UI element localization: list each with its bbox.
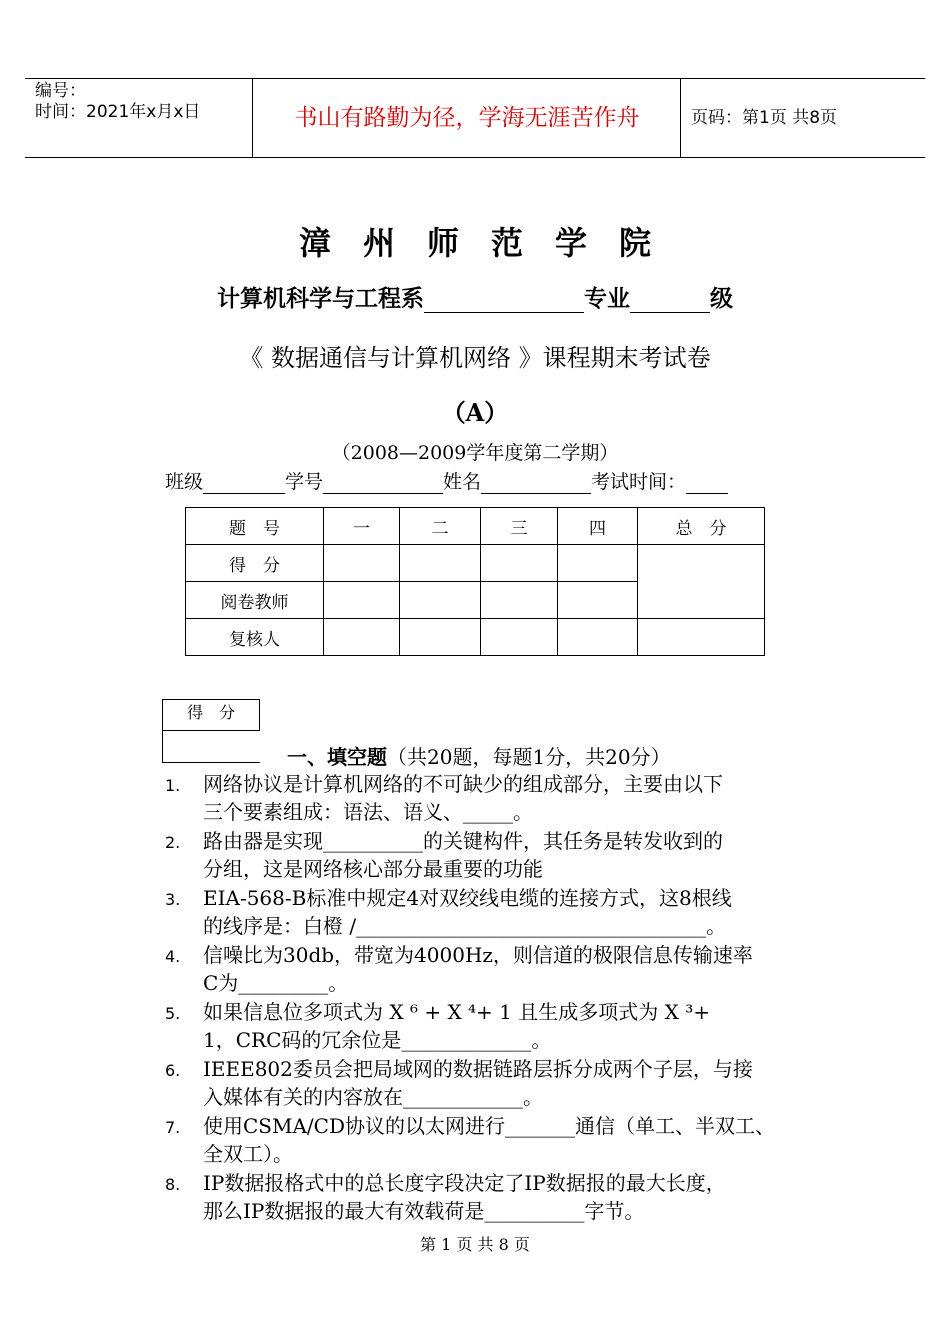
table-cell[interactable] [638,619,765,656]
major-label: 专业 [584,285,630,312]
school-title: 漳州师范学院 [298,224,683,262]
question-text: 如果信息位多项式为 X ⁶ + X ⁴+ 1 且生成多项式为 X ³+ 1，CRC码的冗余位是_____________。 [203,1000,710,1052]
dept-line [0,280,950,313]
table-header-row [186,508,765,545]
row-label: 复核人 [186,619,324,656]
section-score-label: 得 分 [163,700,260,731]
time-label: 时间：2021年x月x日 [35,102,201,122]
question-text: 路由器是实现__________的关键构件，其任务是转发收到的 分组，这是网络核心部分最重要的功能 [203,829,723,881]
question-text: 网络协议是计算机网络的不可缺少的组成部分，主要由以下 三个要素组成：语法、语义、_____。 [203,772,723,824]
row-label: 阅卷教师 [186,582,324,619]
table-cell[interactable] [400,619,481,656]
question-text: IP数据报格式中的总长度字段决定了IP数据报的最大长度， 那么IP数据报的最大有效载荷是__________字节。 [203,1171,726,1223]
course-title: 《 数据通信与计算机网络 》课程期末考试卷 [239,344,711,372]
student-info-line [165,467,728,494]
table-header-cell: 二 [400,508,481,545]
question-number: 1. [165,776,181,795]
exam-time-blank[interactable] [686,471,728,494]
table-cell[interactable] [324,545,400,582]
question-text: 信噪比为30db，带宽为4000Hz，则信道的极限信息传输速率 C为_________。 [203,943,753,995]
paper-version: （A） [441,398,509,427]
score-table [185,507,765,656]
page-footer: 第 1 页 共 8 页 [420,1235,530,1254]
question-number: 5. [165,1004,181,1023]
table-row [186,619,765,656]
page-header [25,78,925,158]
table-cell[interactable] [481,582,558,619]
major-blank [424,290,584,313]
term-label: （2008—2009学年度第二学期） [331,442,619,464]
table-header-cell: 一 [324,508,400,545]
page-number-label: 页码：第1页 共8页 [691,108,838,128]
name-label: 姓名 [443,471,482,493]
table-cell[interactable] [558,545,638,582]
header-meta [25,79,253,157]
table-cell[interactable] [400,582,481,619]
table-cell[interactable] [324,582,400,619]
grade-label: 级 [710,285,733,312]
exam-time-label: 考试时间： [591,471,687,493]
question-number: 7. [165,1118,181,1137]
question-text: EIA-568-B标准中规定4对双绞线电缆的连接方式，这8根线 的线序是：白橙 /___________________________________。 [203,886,732,938]
table-cell[interactable] [324,619,400,656]
grade-blank [630,290,710,313]
section-score-box [162,699,260,763]
section-title: 一、填空题 [287,745,387,769]
question-number: 3. [165,890,181,909]
serial-label: 编号： [35,81,86,101]
motto: 书山有路勤为径，学海无涯苦作舟 [254,79,681,157]
question-number: 6. [165,1061,181,1080]
name-blank[interactable] [481,471,591,494]
total-score-cell[interactable] [638,545,765,619]
table-cell[interactable] [558,619,638,656]
table-header-cell: 三 [481,508,558,545]
table-cell[interactable] [481,545,558,582]
row-label: 得 分 [186,545,324,582]
table-header-cell: 四 [558,508,638,545]
class-blank[interactable] [203,471,285,494]
section-note: （共20题，每题1分，共20分） [387,745,671,769]
table-header-cell: 题 号 [186,508,324,545]
table-row [186,545,765,582]
table-header-cell: 总 分 [638,508,765,545]
student-id-blank[interactable] [323,471,443,494]
section-title-line [287,741,671,770]
class-label: 班级 [165,471,204,493]
table-cell[interactable] [400,545,481,582]
question-number: 8. [165,1175,181,1194]
student-id-label: 学号 [285,471,324,493]
table-cell[interactable] [481,619,558,656]
question-text: 使用CSMA/CD协议的以太网进行_______通信（单工、半双工、 全双工）。 [203,1114,776,1166]
question-number: 4. [165,947,181,966]
table-cell[interactable] [558,582,638,619]
dept-name: 计算机科学与工程系 [217,285,424,312]
question-number: 2. [165,833,181,852]
question-text: IEEE802委员会把局域网的数据链路层拆分成两个子层，与接 入媒体有关的内容放在____________。 [203,1057,753,1109]
